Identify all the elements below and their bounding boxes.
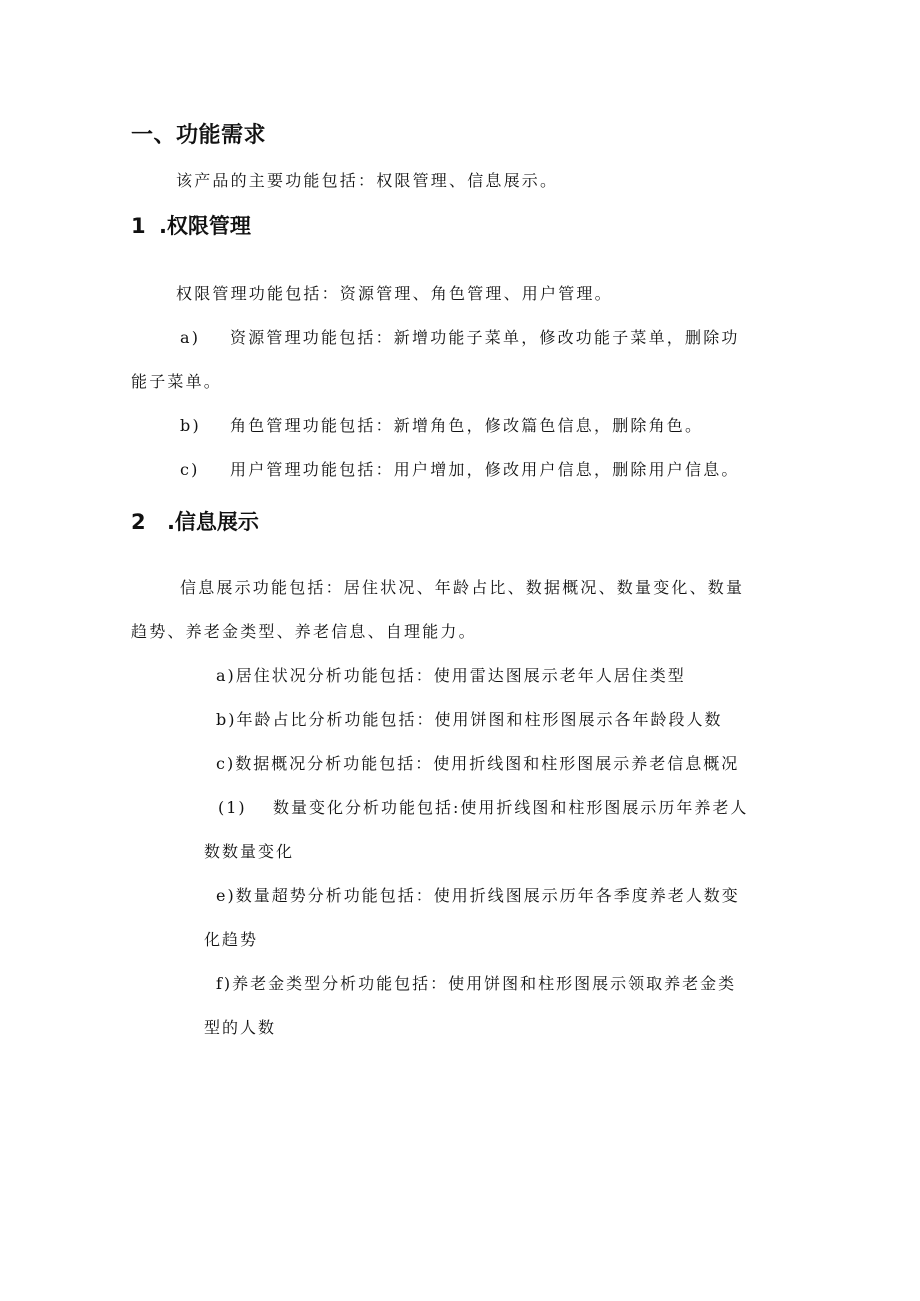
list-item-resource: [180, 325, 740, 348]
product-intro: 该产品的主要功能包括：权限管理、信息展示。: [176, 171, 559, 190]
list-item-data-overview: c)数据概况分析功能包括：使用折线图和柱形图展示养老信息概况: [216, 754, 740, 773]
list-item-role: [180, 413, 703, 436]
section-title: .权限管理: [158, 214, 251, 238]
list-item-user: [180, 457, 740, 480]
list-item-text: 数量变化分析功能包括:使用折线图和柱形图展示历年养老人: [273, 798, 749, 817]
section-number: 1: [131, 214, 146, 238]
list-marker: a): [180, 328, 201, 347]
list-item-quantity-change: [218, 795, 748, 818]
list-item-quantity-trend-continued: 化趋势: [204, 930, 259, 949]
section-number: 2: [131, 510, 146, 534]
list-marker: (1): [218, 798, 247, 817]
info-intro-line2: 趋势、养老金类型、养老信息、自理能力。: [131, 622, 477, 641]
list-item-pension-type: f)养老金类型分析功能包括：使用饼图和柱形图展示领取养老金类: [216, 974, 737, 993]
list-item-age-ratio: b)年龄占比分析功能包括：使用饼图和柱形图展示各年龄段人数: [216, 710, 723, 729]
section-heading-permission: [131, 210, 251, 240]
list-marker: b): [180, 416, 201, 435]
info-intro-line1: 信息展示功能包括：居住状况、年龄占比、数据概况、数量变化、数量: [180, 578, 745, 597]
list-item-resource-continued: 能子菜单。: [131, 372, 223, 391]
section-title: .信息展示: [166, 510, 259, 534]
list-item-text: 资源管理功能包括：新增功能子菜单，修改功能子菜单，删除功: [230, 328, 740, 347]
list-item-pension-type-continued: 型的人数: [204, 1018, 277, 1037]
list-item-quantity-trend: e)数量超势分析功能包括：使用折线图展示历年各季度养老人数变: [216, 886, 740, 905]
list-marker: c): [180, 460, 200, 479]
section-heading-info: [131, 506, 259, 536]
list-item-living-status: a)居住状况分析功能包括：使用雷达图展示老年人居住类型: [216, 666, 686, 685]
main-heading: 一、功能需求: [131, 123, 267, 148]
list-item-text: 用户管理功能包括：用户增加，修改用户信息，删除用户信息。: [230, 460, 740, 479]
list-item-quantity-change-continued: 数数量变化: [204, 842, 295, 861]
list-item-text: 角色管理功能包括：新增角色，修改篇色信息，删除角色。: [230, 416, 704, 435]
permission-intro: 权限管理功能包括：资源管理、角色管理、用户管理。: [176, 284, 613, 303]
